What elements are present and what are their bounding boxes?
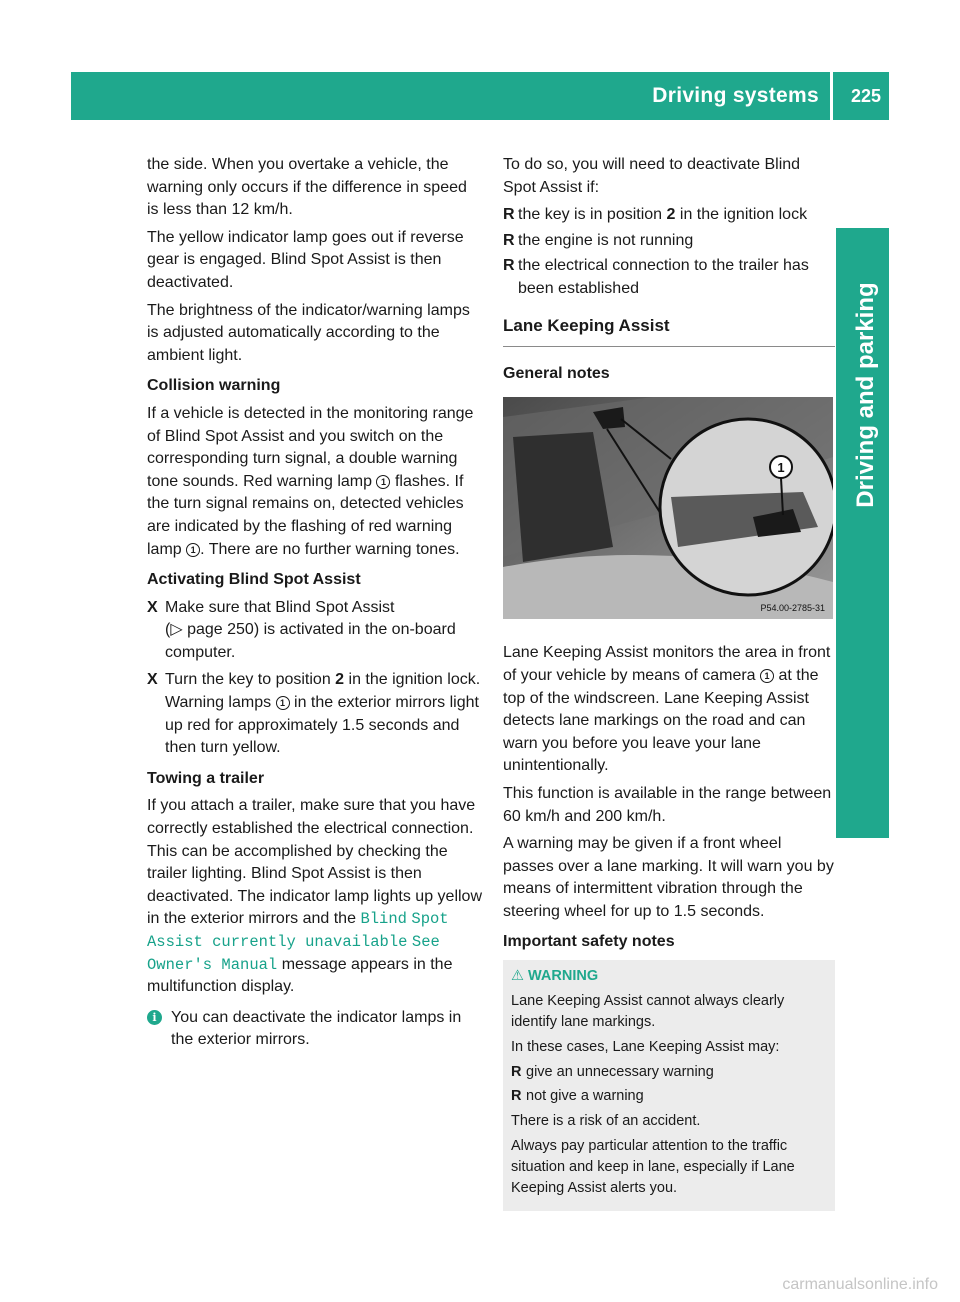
chapter-side-tab-label: Driving and parking	[852, 282, 879, 508]
list-item: R the engine is not running	[503, 230, 835, 253]
header-divider	[830, 72, 833, 120]
bullet-icon: R	[511, 1088, 522, 1105]
instruction-step: X Make sure that Blind Spot Assist (▷ page 250) is activated in the on-board computer.	[147, 598, 456, 661]
paragraph: The yellow indicator lamp goes out if reverse gear is engaged. Blind Spot Assist is then deactivated.	[147, 228, 464, 291]
condition-list	[503, 204, 835, 300]
step-arrow-icon: X	[147, 671, 158, 689]
right-column	[503, 154, 835, 1211]
camera-location-illustration	[503, 397, 833, 619]
towing-text: If you attach a trailer, make sure that you have correctly established the electrical connection. This can be accomplished by checking the trailer lighting. Blind Spot Assist is then deactivated. The indicator lamp lights up yellow in the exterior mirrors and the Blind Spot Assist currently unavailable See Owner's Manual message appears in the multifunction display.	[147, 797, 482, 996]
warning-text: In these cases, Lane Keeping Assist may:	[511, 1039, 780, 1056]
callout-1-icon: 1	[376, 475, 390, 489]
header-bar	[71, 72, 889, 120]
paragraph: This function is available in the range between 60 km/h and 200 km/h.	[503, 784, 832, 825]
collision-warning-heading: Collision warning	[147, 377, 281, 395]
display-message: See Owner's Manual	[147, 933, 440, 974]
lka-description: Lane Keeping Assist monitors the area in front of your vehicle by means of camera 1 at the top of the windscreen. Lane Keeping Assist detects lane markings on the road and can warn you before you leave your lane unintentionally.	[503, 644, 831, 775]
watermark-footer: carmanualsonline.info	[782, 1276, 938, 1293]
lane-keeping-assist-heading: Lane Keeping Assist	[503, 315, 835, 348]
callout-1-label: 1	[777, 459, 785, 475]
general-notes-heading: General notes	[503, 365, 610, 383]
paragraph: A warning may be given if a front wheel passes over a lane marking. It will warn you by means of intermittent vibration through the steering wheel for up to 1.5 seconds.	[503, 835, 834, 920]
safety-notes-heading: Important safety notes	[503, 933, 675, 951]
warning-text: Always pay particular attention to the traffic situation and keep in lane, especially if Lane Keeping Assist alerts you.	[511, 1138, 795, 1197]
info-icon: i	[147, 1010, 162, 1025]
bullet-icon: R	[503, 231, 515, 249]
image-code-label: P54.00-2785-31	[760, 602, 825, 613]
left-column	[147, 154, 482, 1057]
warning-title: ⚠ WARNING	[511, 968, 599, 985]
warning-list	[511, 1062, 827, 1107]
page-number: 225	[850, 86, 881, 106]
bullet-icon: R	[503, 257, 515, 275]
towing-heading: Towing a trailer	[147, 769, 265, 787]
page-reference-icon: ▷	[170, 621, 183, 639]
instruction-step: X Turn the key to position 2 in the ignition lock. Warning lamps 1 in the exterior mirrors light up red for approximately 1.5 seconds and then turn yellow.	[147, 671, 481, 757]
info-note: i You can deactivate the indicator lamps in the exterior mirrors.	[147, 1007, 482, 1052]
list-item: R give an unnecessary warning	[511, 1062, 827, 1083]
callout-1-icon: 1	[276, 696, 290, 710]
step-arrow-icon: X	[147, 598, 158, 616]
callout-1-icon: 1	[760, 669, 774, 683]
list-item: R not give a warning	[511, 1086, 827, 1107]
callout-1-icon: 1	[186, 543, 200, 557]
section-title: Driving systems	[652, 84, 819, 107]
paragraph: The brightness of the indicator/warning lamps is adjusted automatically according to the ambient light.	[147, 301, 470, 364]
activating-heading: Activating Blind Spot Assist	[147, 571, 361, 589]
bullet-icon: R	[511, 1064, 522, 1081]
collision-warning-text: If a vehicle is detected in the monitoring range of Blind Spot Assist and you switch on the corresponding turn signal, a double warning tone sounds. Red warning lamp 1 flashes. If the turn signal remains on, detected vehicles are indicated by the flashing of red warning lamp 1 . There are no further warning tones.	[147, 404, 474, 558]
page-reference-link[interactable]: page 250) is activated in the on-board computer.	[165, 621, 456, 661]
paragraph: the side. When you overtake a vehicle, the warning only occurs if the difference in speed is less than 12 km/h.	[147, 156, 467, 219]
warning-box	[503, 960, 835, 1211]
display-message: Spot Assist currently unavailable	[147, 910, 449, 951]
bullet-icon: R	[503, 206, 515, 224]
warning-triangle-icon: ⚠	[511, 968, 524, 985]
warning-text: There is a risk of an accident.	[511, 1113, 701, 1130]
warning-text: Lane Keeping Assist cannot always clearly identify lane markings.	[511, 993, 785, 1031]
list-item: R the electrical connection to the trailer has been established	[503, 257, 809, 297]
list-item: R the key is in position 2 in the ignition lock	[503, 204, 835, 227]
paragraph: To do so, you will need to deactivate Blind Spot Assist if:	[503, 156, 801, 196]
display-message: Blind	[360, 910, 407, 929]
